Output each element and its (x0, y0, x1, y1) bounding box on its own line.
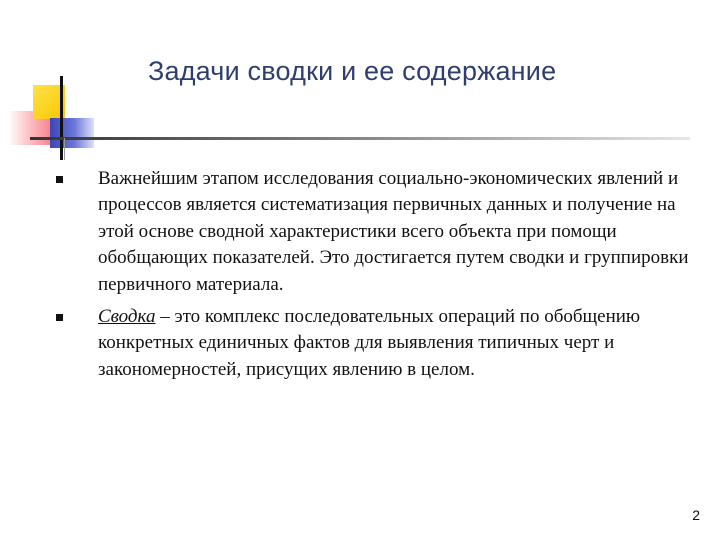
decorative-blue-block (50, 118, 94, 148)
title-underline-rule (30, 137, 690, 140)
decorative-vertical-line-light (64, 138, 65, 160)
square-bullet-icon (56, 176, 63, 183)
page-number: 2 (692, 507, 700, 523)
bullet-term: Сводка (98, 306, 156, 328)
bullet-text: – это комплекс последовательных операций по обобщению конкретных единичных фактов для выявления типичных черт и закономерностей, присущих явлению в целом. (98, 306, 641, 380)
decorative-vertical-line (60, 76, 63, 160)
bullet-item (98, 166, 710, 298)
slide-title: Задачи сводки и ее содержание (148, 56, 557, 86)
bullet-item (98, 304, 710, 383)
bullet-text: Важнейшим этапом исследования социально-экономических явлений и процессов является систематизация первичных данных и получение на этой основе сводной характеристики всего объекта при помощи обобщающих показателей. Это достигается путем сводки и группировки первичного материала. (98, 168, 689, 295)
bullet-list (98, 166, 710, 383)
square-bullet-icon (56, 314, 63, 321)
